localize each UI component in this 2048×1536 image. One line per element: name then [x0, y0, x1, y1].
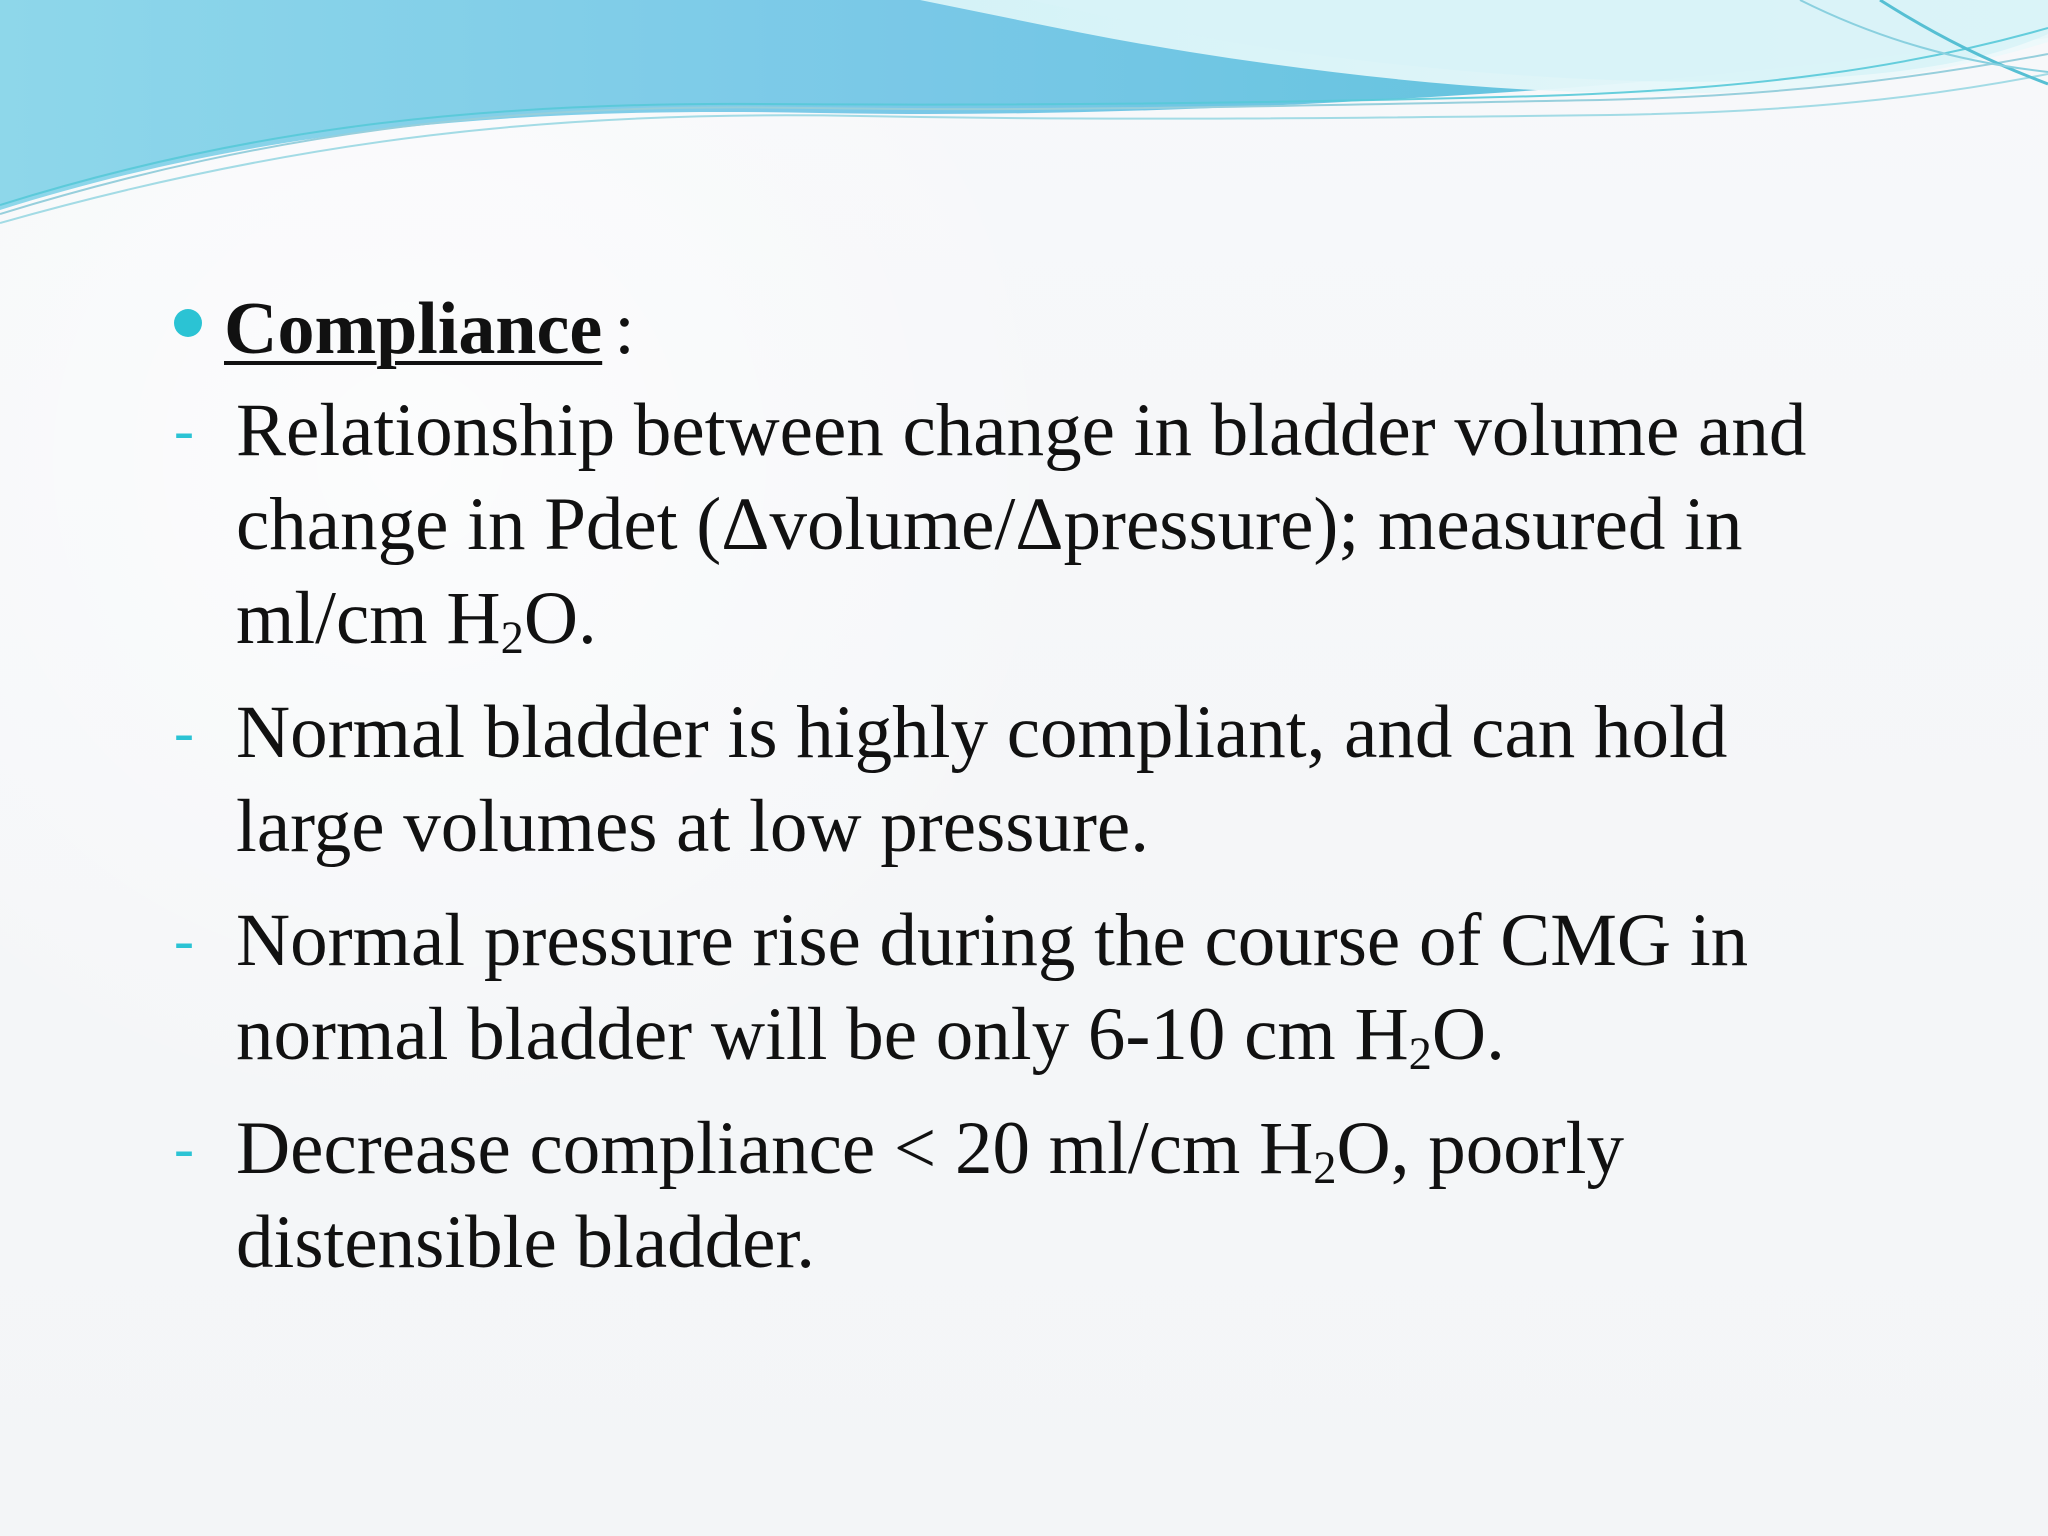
list-item-text: [236, 894, 1934, 1082]
list-item: [174, 894, 1934, 1082]
bullet-list: [174, 384, 1934, 1290]
list-item: [174, 1102, 1934, 1290]
list-line: [236, 1102, 1934, 1196]
list-item-text: [236, 686, 1934, 874]
dot-icon: [174, 309, 202, 337]
dash-icon: -: [174, 1115, 194, 1181]
list-line: distensible bladder.: [236, 1201, 816, 1284]
dash-icon: -: [174, 397, 194, 463]
subscript-number: 2: [1313, 1143, 1337, 1195]
subscript-number: 2: [1408, 1029, 1432, 1081]
text-segment: O, poorly: [1336, 1107, 1625, 1190]
subscript-number: 2: [500, 613, 524, 665]
text-segment: O.: [523, 577, 597, 660]
dash-icon: -: [174, 699, 194, 765]
slide-content: [174, 288, 1934, 1290]
list-item-text: [236, 1102, 1934, 1290]
list-line: Normal bladder is highly compliant, and can hold: [236, 691, 1728, 774]
list-line: [236, 572, 1934, 666]
list-item: [174, 384, 1934, 666]
list-line: large volumes at low pressure.: [236, 785, 1149, 868]
slide-title: Compliance: [224, 288, 603, 370]
list-line: change in Pdet (Δvolume/Δpressure); measured in: [236, 483, 1743, 566]
list-item: [174, 686, 1934, 874]
text-segment: Decrease compliance < 20 ml/cm H: [236, 1107, 1314, 1190]
text-segment: ml/cm H: [236, 577, 501, 660]
header-wave-graphic: [0, 0, 2048, 240]
dash-icon: -: [174, 907, 194, 973]
title-colon: :: [614, 288, 635, 370]
text-segment: normal bladder will be only 6-10 cm H: [236, 993, 1409, 1076]
list-item-text: [236, 384, 1934, 666]
list-line: Normal pressure rise during the course of CMG in: [236, 899, 1749, 982]
list-line: [236, 988, 1934, 1082]
text-segment: O.: [1431, 993, 1505, 1076]
title-row: [174, 288, 1934, 370]
list-line: Relationship between change in bladder volume and: [236, 389, 1807, 472]
